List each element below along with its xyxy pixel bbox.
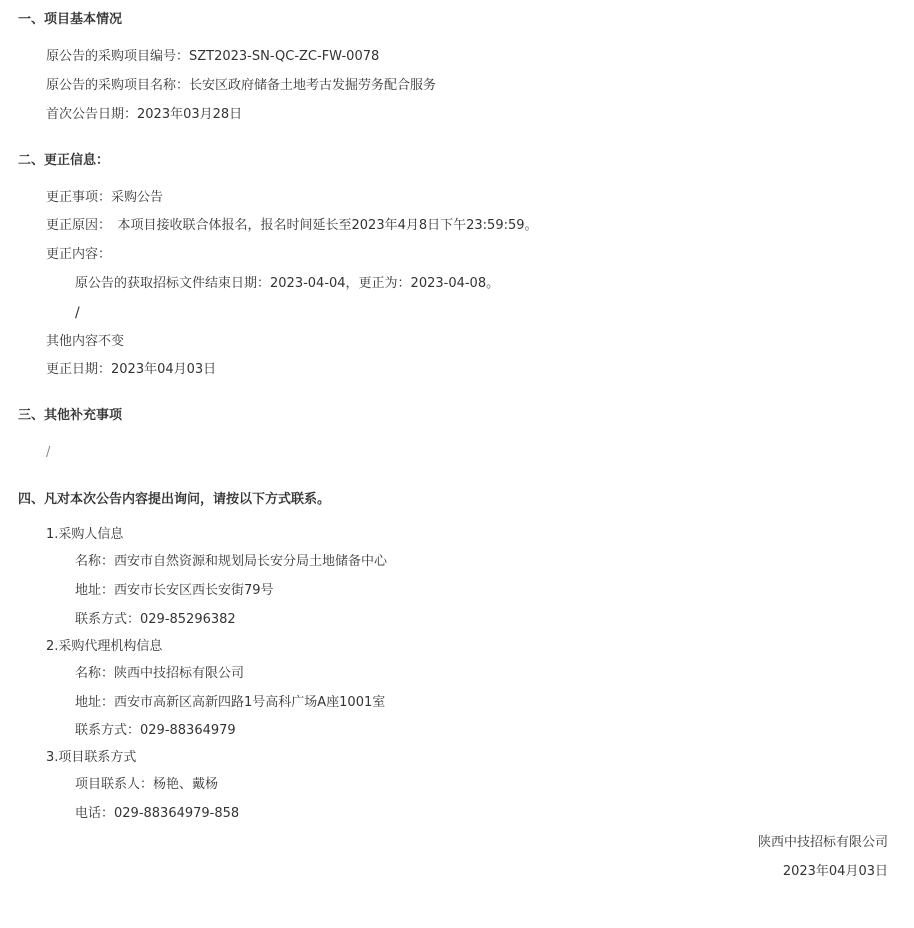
- section3-slash: /: [46, 445, 51, 460]
- correction-date: 更正日期：2023年04月03日: [46, 362, 217, 377]
- correction-content-slash: /: [75, 305, 80, 321]
- section1-heading: 一、项目基本情况: [18, 12, 123, 27]
- section2-heading: 二、更正信息：: [18, 153, 110, 168]
- purchaser-address: 地址：西安市长安区西长安街79号: [75, 583, 274, 598]
- correction-item: 更正事项：采购公告: [46, 190, 164, 205]
- section3-heading: 三、其他补充事项: [18, 408, 123, 423]
- project-number: 原公告的采购项目编号：SZT2023-SN-QC-ZC-FW-0078: [46, 49, 380, 64]
- correction-content-detail: 原公告的获取招标文件结束日期：2023-04-04，更正为：2023-04-08。: [75, 276, 500, 291]
- purchaser-title: 1.采购人信息: [46, 527, 124, 542]
- purchaser-name: 名称：西安市自然资源和规划局长安分局土地储备中心: [75, 554, 388, 569]
- agency-contact: 联系方式：029-88364979: [75, 723, 236, 738]
- section4-heading: 四、凡对本次公告内容提出询问，请按以下方式联系。: [18, 492, 331, 507]
- footer-company: 陕西中技招标有限公司: [757, 835, 888, 850]
- agency-address: 地址：西安市高新区高新四路1号高科广场A座1001室: [75, 695, 386, 710]
- footer-date: 2023年04月03日: [782, 864, 888, 879]
- agency-name: 名称：陕西中技招标有限公司: [75, 666, 245, 681]
- project-contact-title: 3.项目联系方式: [46, 750, 137, 765]
- first-announcement-date: 首次公告日期：2023年03月28日: [46, 107, 243, 122]
- purchaser-contact: 联系方式：029-85296382: [75, 612, 236, 627]
- project-contact-person: 项目联系人：杨艳、戴杨: [75, 777, 219, 792]
- correction-reason: 更正原因： 本项目接收联合体报名，报名时间延长至2023年4月8日下午23:59:59。: [46, 218, 538, 233]
- other-content-unchanged: 其他内容不变: [46, 334, 125, 349]
- agency-title: 2.采购代理机构信息: [46, 639, 163, 654]
- correction-content-label: 更正内容：: [46, 247, 112, 262]
- project-name: 原公告的采购项目名称：长安区政府储备土地考古发掘劳务配合服务: [46, 78, 437, 93]
- project-contact-phone: 电话：029-88364979-858: [75, 806, 240, 821]
